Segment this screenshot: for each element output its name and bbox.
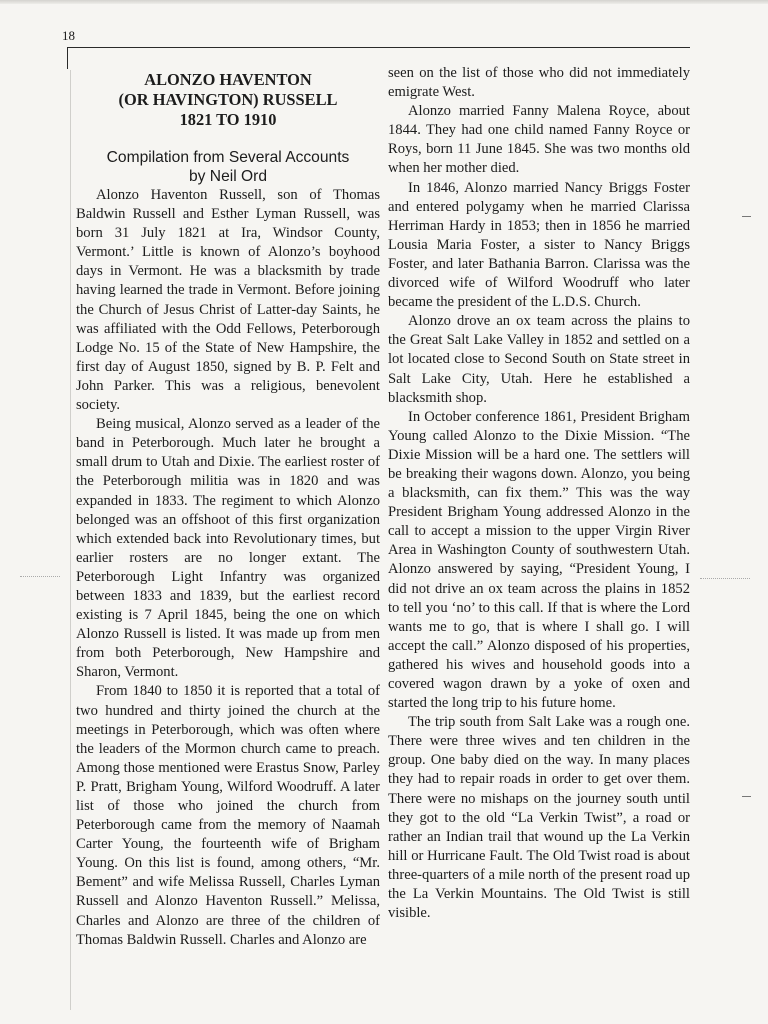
left-column [76,70,380,950]
paragraph: In October conference 1861, President Brigham Young called Alonzo to the Dixie Mission. “The Dixie Mission will be a hard one. The settlers will be breaking their wagons down. Alonzo, you being a blacksmith, can fix them.” This was the way President Brigham Young addressed Alonzo in the call to accept a mission to the upper Virgin River Area in Washington County of southwestern Utah. Alonzo answered by saying, “President Young, I did not drive an ox team across the plains in 1852 to tell you ‘no’ to this call. If that is where the Lord wants me to go, that is where I shall go. I will accept the call.” Alonzo disposed of his properties, gathered his wives and household goods into a covered wagon drawn by a yoke of oxen and started the long trip to his future home. [388,408,690,712]
page-number: 18 [62,28,75,43]
paragraph: Alonzo drove an ox team across the plains to the Great Salt Lake Valley in 1852 and settled on a lot located close to Second South on State street in Salt Lake City, Utah. Here he established a blacksmith shop. [388,313,690,406]
title-line: (OR HAVINGTON) RUSSELL [118,90,338,109]
subtitle: Compilation from Several Accounts [106,149,350,166]
paragraph: Alonzo married Fanny Malena Royce, about 1844. They had one child named Fanny Royce or Roys, born 11 June 1845. She was two months old when her mother died. [388,103,690,177]
left-margin-line [70,70,71,1010]
margin-mark [700,578,750,579]
header-rule [68,47,690,48]
title-line: 1821 TO 1910 [179,110,277,129]
paragraph: Alonzo Haventon Russell, son of Thomas Baldwin Russell and Esther Lyman Russell, was born 31 July 1821 at Ira, Windsor County, Vermont.’ Little is known of Alonzo’s boyhood days in Vermont. He was a blacksmith by trade having learned the trade in Vermont. Before joining the Church of Jesus Christ of Latter-day Saints, he was affiliated with the Odd Fellows, Peterborough Lodge No. 15 of the State of New Hampshire, the first day of August 1850, signed by B. P. Felt and John Parker. This was a religious, benevolent society. [76,187,380,414]
article-title [76,70,380,130]
paragraph: The trip south from Salt Lake was a rough one. There were three wives and ten children in the group. One baby died on the way. In many places they had to repair roads in order to get over them. There were no mishaps on the journey south until they got to the old “La Verkin Twist”, a road or rather an Indian trail that wound up the La Verkin hill or Hurricane Fault. The Old Twist road is about three-quarters of a mile north of the present road up the La Verkin Mountains. The Old Twist is still visible. [388,714,690,922]
author: by Neil Ord [189,168,267,185]
margin-mark [20,576,60,577]
title-line: ALONZO HAVENTON [144,70,312,89]
margin-mark [742,216,751,217]
paragraph: In 1846, Alonzo married Nancy Briggs Foster and entered polygamy when he married Clarissa Herriman Hardy in 1853; then in 1856 he married Lousia Maria Foster, a sister to Nancy Briggs Foster, and later Bathania Barron. Clarissa was the divorced wife of Wilford Woodruff who later became the president of the L.D.S. Church. [388,179,690,311]
margin-mark [742,796,751,797]
header-corner-tick [67,47,68,69]
article-byline [76,148,380,186]
paragraph: Being musical, Alonzo served as a leader of the band in Peterborough. Much later he brought a small drum to Utah and Dixie. The earliest roster of the Peterborough militia was in 1820 and was expanded in 1833. The regiment to which Alonzo belonged was an offshoot of this first organization which extended back into Revolutionary times, but earlier rosters are no longer extant. The Peterborough Light Infantry was organized between 1833 and 1839, but the earliest record existing is 7 April 1845, being the one on which Alonzo Russell is listed. It was made up from men from both Peterborough, New Hampshire and Sharon, Vermont. [76,416,380,681]
scan-edge [0,0,768,4]
paragraph-continuation: seen on the list of those who did not immediately emigrate West. [388,65,690,101]
paragraph: From 1840 to 1850 it is reported that a total of two hundred and thirty joined the church at the meetings in Peterborough, which was often where the leaders of the Mormon church came to preach. Among those mentioned were Erastus Snow, Parley P. Pratt, Brigham Young, Wilford Woodruff. A later list of those who joined the church from Peterborough came from the memory of Naamah Carter Young, the fourteenth wife of Brigham Young. On this list is found, among others, “Mr. Bement” and wife Melissa Russell, Charles Lyman Russell and Alonzo Haventon Russell.” Melissa, Charles and Alonzo are three of the children of Thomas Baldwin Russell. Charles and Alonzo are [76,683,380,948]
right-column [388,64,690,923]
